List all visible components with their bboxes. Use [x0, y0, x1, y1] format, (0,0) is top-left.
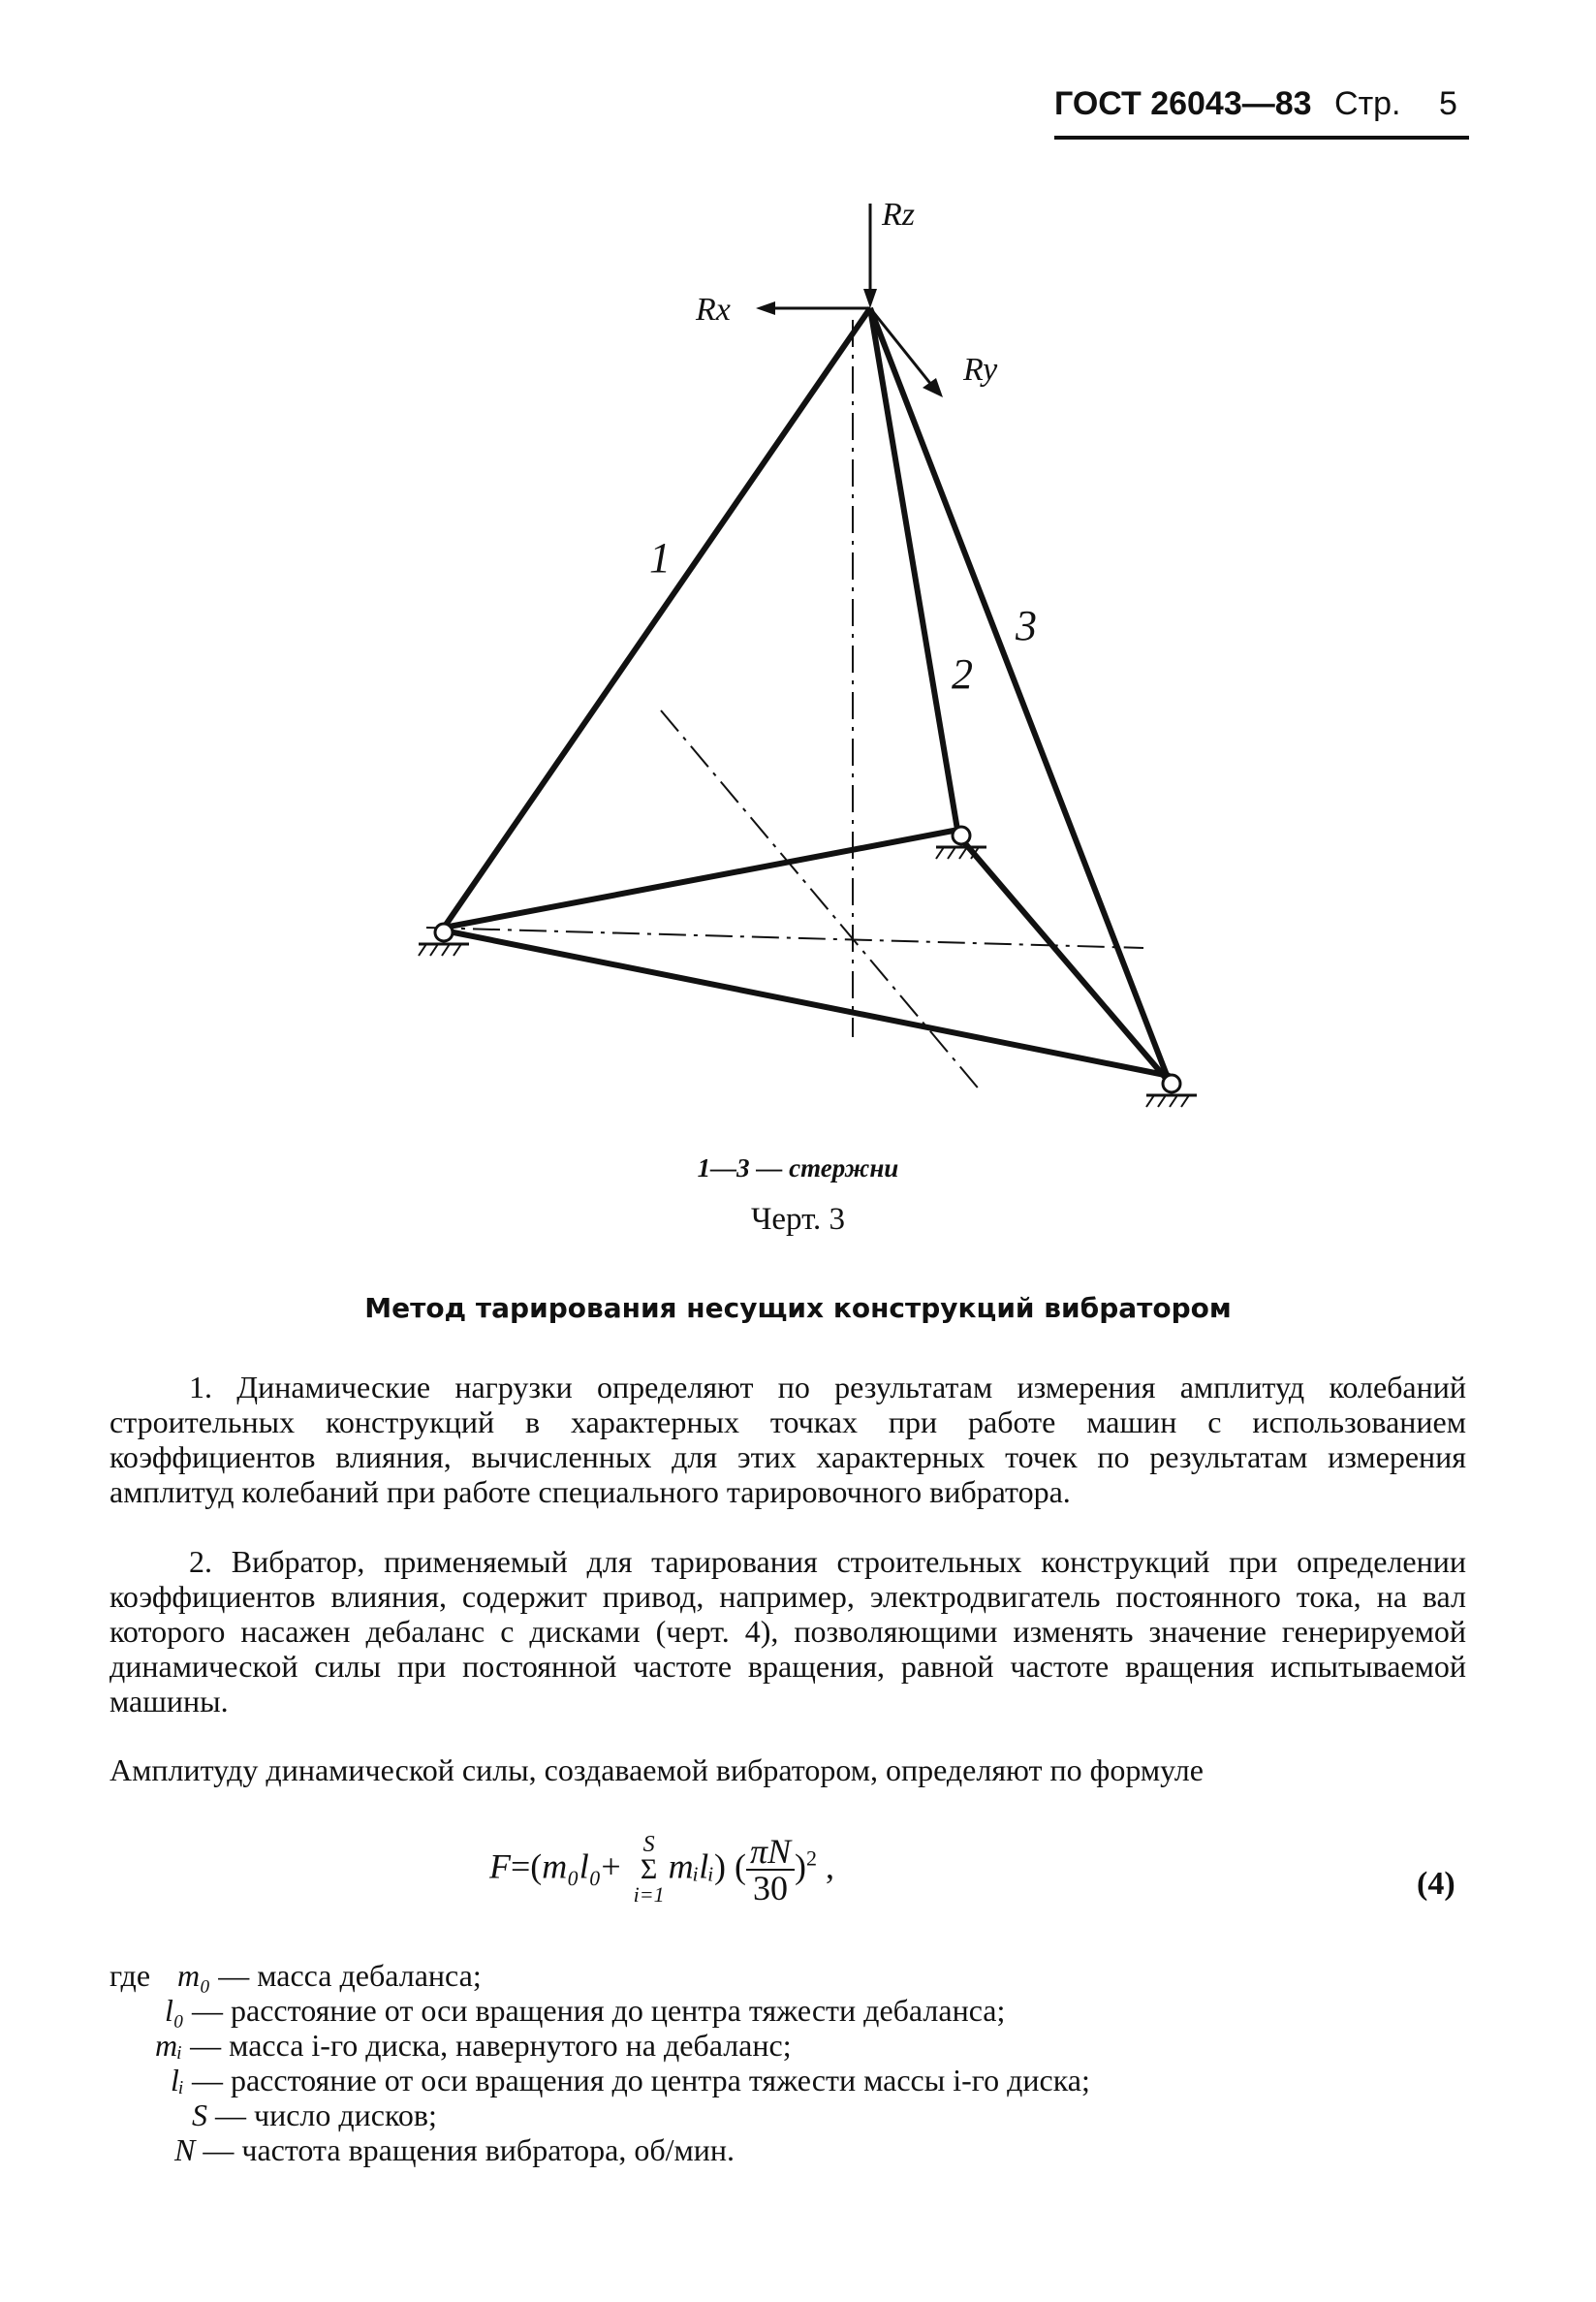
standard-number: ГОСТ 26043—83 — [1054, 85, 1312, 122]
member-label-3: 3 — [1016, 602, 1037, 649]
paragraph-2: 2. Вибратор, применяемый для тарирования строительных конструкций при определении коэффициентов влияния, содержит привод, например, электродвигатель постоянного тока, на вал которого насажен дебаланс с дисками (черт. 4), позволяющими изменять значение генерируемой динамической силы при постоянной частоте вращения, равной частоте вращения испытываемой машины. — [110, 1544, 1466, 1719]
paragraph-1: 1. Динамические нагрузки определяют по результатам измерения амплитуд колебаний строительных конструкций в характерных точках при работе машин с использованием коэффициентов влияния, вычисленных для этих характерных точек по результатам измерения амплитуд колебаний при работе специального тарировочного вибратора. — [110, 1370, 1466, 1509]
rod-2 — [870, 308, 958, 836]
ry-arrowhead — [923, 378, 943, 397]
sum-operator: S Σ i=1 — [633, 1832, 665, 1907]
formula-lhs: F — [489, 1846, 511, 1886]
rz-label: Rz — [882, 197, 915, 233]
rx-label: Rx — [696, 292, 731, 328]
ry-label: Ry — [963, 352, 998, 388]
definition-m0: m₀ — масса дебаланса; — [177, 1958, 482, 1993]
definitions-intro: где — [110, 1958, 151, 1993]
base-edge-1-2 — [444, 830, 958, 928]
rod-1 — [444, 308, 870, 928]
page-label: Стр. — [1334, 85, 1401, 122]
figure-caption: Черт. 3 — [750, 1202, 846, 1237]
support-right — [1146, 1075, 1197, 1107]
formula-first-term: m₀l₀ — [542, 1846, 602, 1886]
rx-arrowhead — [756, 301, 775, 315]
definition-l0: l₀ — расстояние от оси вращения до центра тяжести дебаланса; — [165, 1993, 1006, 2028]
equation-number: (4) — [1417, 1866, 1455, 1902]
definition-s: S — число дисков; — [192, 2097, 437, 2132]
base-edge-2-3 — [958, 836, 1170, 1083]
formula-fraction: $\frac{\pi N}{30}$ — [746, 1834, 795, 1906]
page-number: 5 — [1438, 85, 1457, 122]
formula-exponent: 2 — [806, 1845, 818, 1871]
formula-sum-term: mᵢlᵢ — [668, 1846, 714, 1886]
diagonal-axis — [661, 710, 982, 1092]
tripod-diagram — [0, 0, 1596, 1144]
rod-3 — [870, 308, 1170, 1083]
rz-arrowhead — [863, 289, 877, 308]
member-label-1: 1 — [649, 534, 671, 582]
figure-legend: 1—3 — стержни — [697, 1153, 899, 1183]
formula-4: F=(m₀l₀+ S Σ i=1 mᵢlᵢ) ( $\frac{\pi N}{30}$ )$^2$ , — [489, 1832, 835, 1908]
definition-li: lᵢ — расстояние от оси вращения до центра тяжести массы i-го диска; — [171, 2063, 1090, 2097]
section-title: Метод тарирования несущих конструкций вибратором — [364, 1292, 1232, 1324]
definition-mi: mᵢ — масса i-го диска, навернутого на дебаланс; — [155, 2028, 792, 2063]
definition-n: N — частота вращения вибратора, об/мин. — [174, 2132, 735, 2167]
member-label-2: 2 — [952, 650, 973, 698]
paragraph-3: Амплитуду динамической силы, создаваемой вибратором, определяют по формуле — [110, 1752, 1204, 1787]
